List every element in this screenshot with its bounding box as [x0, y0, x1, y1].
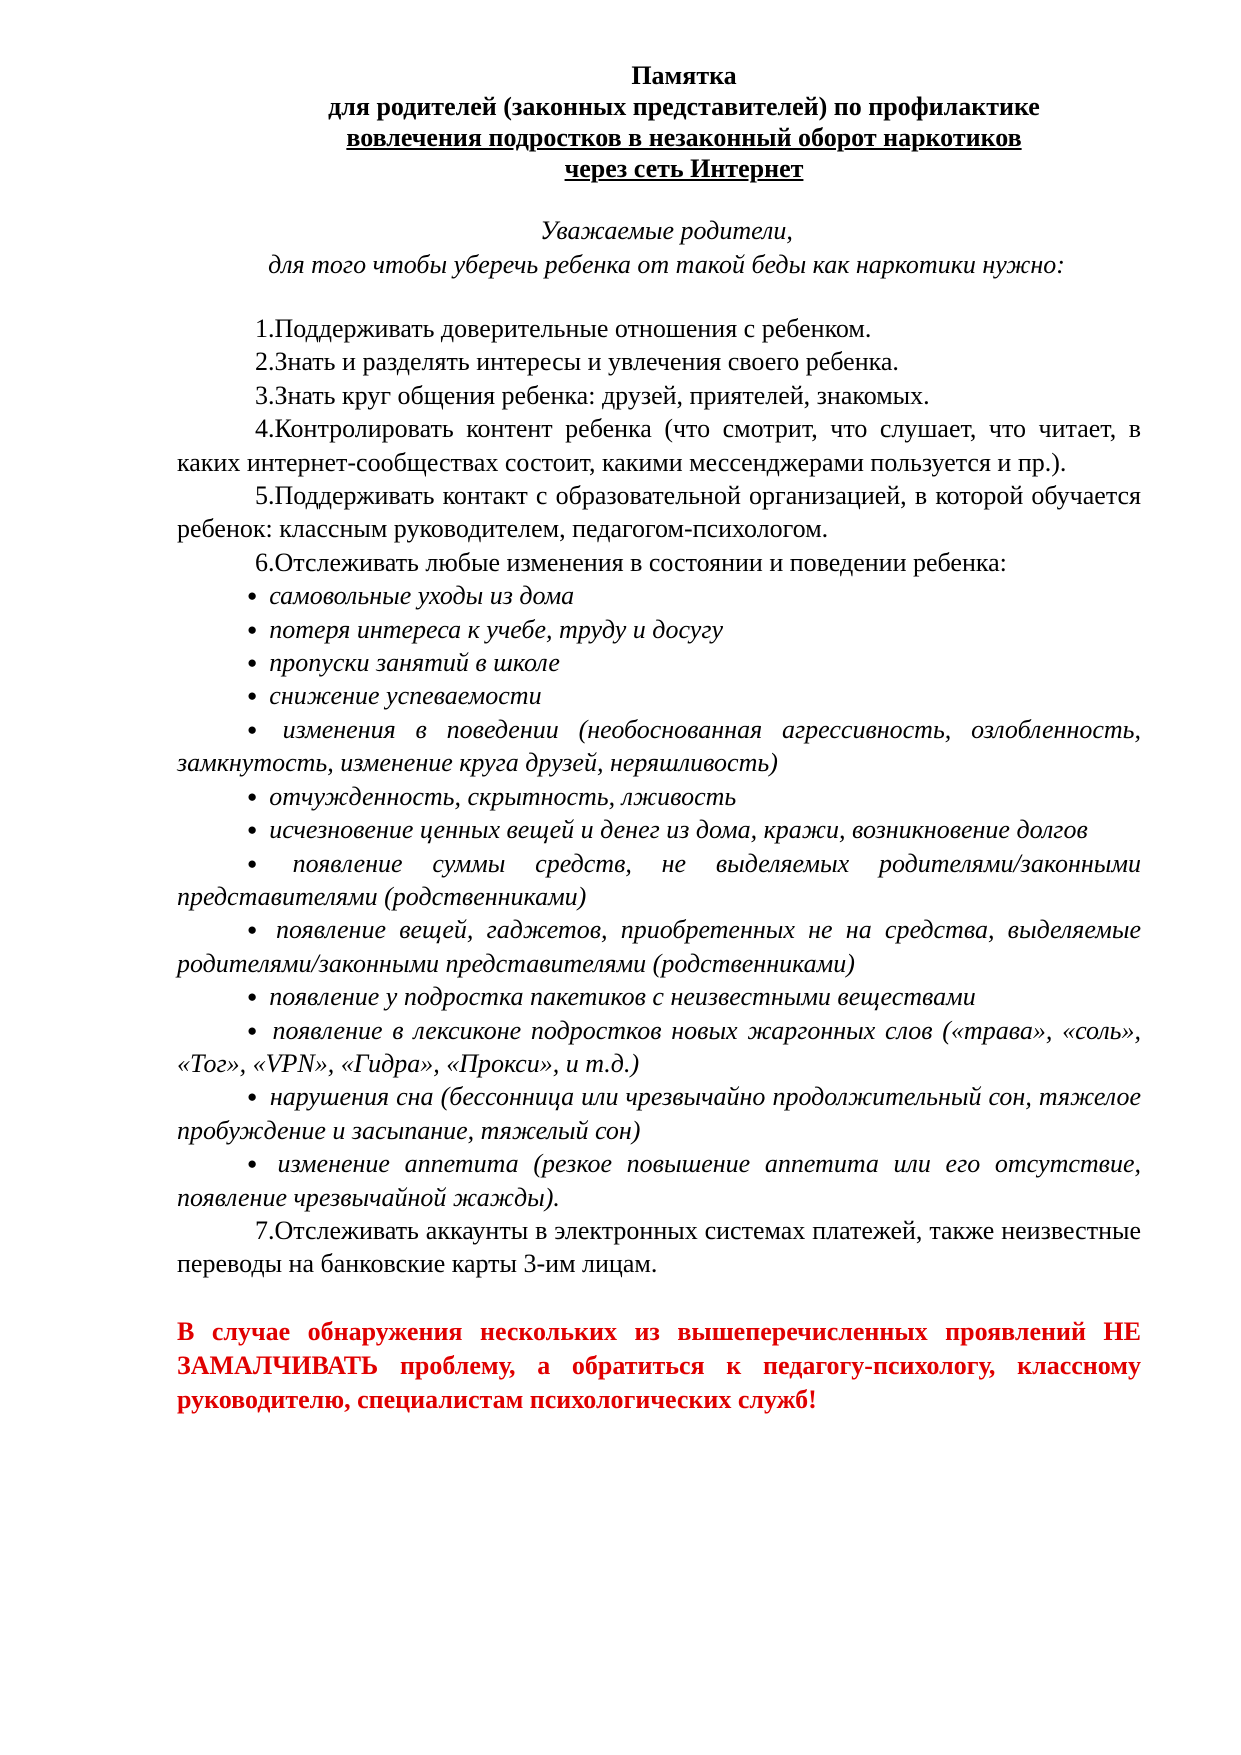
title-line-4: через сеть Интернет: [564, 154, 804, 183]
title-line-2: для родителей (законных представителей) по профилактике: [328, 92, 1040, 121]
bullet-text: появление в лексиконе подростков новых жаргонных слов («трава», «соль», «Тог», «VPN», «Гидра», «Прокси», и т.д.): [177, 1015, 1141, 1078]
warning-signs-list: [177, 579, 1141, 1214]
item-number: 5.: [255, 481, 275, 511]
bullet-icon: ●: [247, 619, 258, 639]
item-number: 2.: [255, 347, 275, 377]
bullet-item: [177, 713, 1141, 780]
item-text: Поддерживать доверительные отношения с ребенком.: [274, 314, 872, 343]
item-text: Отслеживать аккаунты в электронных системах платежей, также неизвестные переводы на банковские карты 3-им лицам.: [177, 1215, 1141, 1279]
document-title: [227, 60, 1141, 184]
bullet-item: [177, 913, 1141, 980]
item-text: Поддерживать контакт с образовательной организацией, в которой обучается ребенок: классным руководителем, педагогом-психологом.: [177, 481, 1141, 544]
bullet-icon: ●: [247, 1087, 258, 1107]
bullet-text: исчезновение ценных вещей и денег из дома, кражи, возникновение долгов: [269, 815, 1088, 845]
list-item: [177, 379, 1141, 412]
bullet-text: пропуски занятий в школе: [269, 648, 560, 678]
item-number: 4.: [255, 414, 275, 444]
bullet-text: изменения в поведении (необоснованная агрессивность, озлобленность, замкнутость, изменение круга друзей, неряшливость): [177, 714, 1141, 778]
bullet-item: [177, 780, 1141, 813]
item-text: Контролировать контент ребенка (что смотрит, что слушает, что читает, в каких интернет-сообществах состоит, какими мессенджерами пользуется и пр.).: [177, 414, 1141, 477]
bullet-text: самовольные уходы из дома: [269, 581, 575, 611]
title-line-3: вовлечения подростков в незаконный оборот наркотиков: [346, 123, 1022, 152]
bullet-icon: ●: [247, 719, 271, 739]
bullet-text: появление вещей, гаджетов, приобретенных не на средства, выделяемые родителями/законными представителями (родственниками): [177, 915, 1141, 978]
bullet-item: [177, 1147, 1141, 1214]
greeting: [192, 214, 1141, 282]
list-item: [177, 312, 1141, 345]
bullet-item: [177, 980, 1141, 1013]
greeting-line-1: Уважаемые родители,: [540, 216, 793, 245]
bullet-item: [177, 847, 1141, 914]
bullet-icon: ●: [247, 686, 258, 706]
bullet-icon: ●: [247, 786, 258, 806]
item-text: Знать круг общения ребенка: друзей, приятелей, знакомых.: [274, 380, 930, 410]
title-line-1: Памятка: [631, 61, 737, 90]
bullet-icon: ●: [247, 820, 258, 840]
bullet-icon: ●: [247, 1020, 261, 1040]
item-number: 7.: [255, 1215, 275, 1245]
item-number: 1.: [255, 314, 275, 343]
instructions-list: [177, 312, 1141, 1281]
bullet-icon: ●: [247, 1154, 266, 1174]
bullet-text: потеря интереса к учебе, труду и досугу: [269, 614, 724, 644]
list-item: [177, 479, 1141, 546]
bullet-text: изменение аппетита (резкое повышение аппетита или его отсутствие, появление чрезвычайной жажды).: [177, 1149, 1141, 1212]
bullet-text: появление суммы средств, не выделяемых родителями/законными представителями (родственниками): [177, 848, 1141, 911]
item-number: 3.: [255, 380, 275, 410]
bullet-text: снижение успеваемости: [269, 681, 542, 711]
bullet-item: [177, 613, 1141, 646]
bullet-icon: ●: [247, 653, 258, 673]
bullet-text: нарушения сна (бессонница или чрезвычайно продолжительный сон, тяжелое пробуждение и засыпание, тяжелый сон): [177, 1082, 1141, 1145]
bullet-item: [177, 813, 1141, 846]
bullet-text: появление у подростка пакетиков с неизвестными веществами: [269, 982, 976, 1012]
bullet-text: отчужденность, скрытность, лживость: [269, 781, 737, 811]
list-item: [177, 412, 1141, 479]
bullet-item: [177, 1080, 1141, 1147]
bullet-icon: ●: [247, 586, 258, 606]
bullet-icon: ●: [247, 853, 281, 873]
item-text: Знать и разделять интересы и увлечения своего ребенка.: [274, 347, 899, 377]
list-item: [177, 345, 1141, 378]
list-item: [177, 546, 1141, 579]
bullet-icon: ●: [247, 920, 264, 940]
list-item: [177, 1214, 1141, 1281]
item-number: 6.: [255, 547, 275, 577]
warning-paragraph: В случае обнаружения нескольких из вышеперечисленных проявлений НЕ ЗАМАЛЧИВАТЬ проблему, а обратиться к педагогу-психологу, классному руководителю, специалистам психологических служб!: [177, 1316, 1141, 1414]
bullet-item: [177, 646, 1141, 679]
bullet-item: [177, 1014, 1141, 1081]
bullet-item: [177, 679, 1141, 712]
bullet-icon: ●: [247, 987, 258, 1007]
item-text: Отслеживать любые изменения в состоянии и поведении ребенка:: [274, 547, 1007, 577]
bullet-item: [177, 579, 1141, 612]
greeting-line-2: для того чтобы уберечь ребенка от такой беды как наркотики нужно:: [268, 250, 1065, 279]
